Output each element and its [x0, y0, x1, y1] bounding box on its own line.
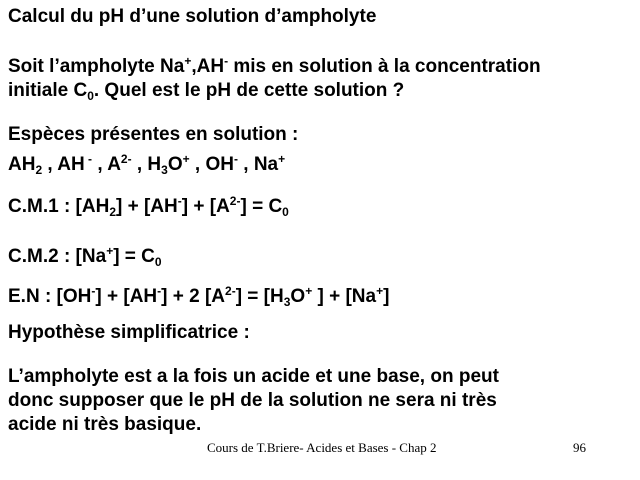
index-subscript: 3 [283, 295, 291, 309]
equation-text: ] [383, 286, 390, 307]
index-subscript: 0 [282, 205, 289, 219]
index-subscript: 0 [154, 255, 162, 269]
equation-text: ] = C [240, 196, 283, 217]
index-subscript: 3 [161, 163, 168, 177]
intro-line-1 [8, 56, 541, 78]
equation-text: C.M.2 : [Na [8, 246, 107, 267]
species-list [8, 154, 285, 176]
equation-text: E.N : [OH [8, 286, 92, 307]
charge-superscript: 2- [229, 194, 241, 208]
charge-superscript: 2- [120, 152, 132, 166]
equation-text: O [290, 286, 306, 307]
cm2-equation [8, 246, 162, 268]
charge-superscript: + [182, 152, 190, 166]
equation-text: ] + [A [181, 196, 230, 217]
hypothesis-heading: Hypothèse simplificatrice : [8, 322, 250, 343]
charge-superscript: - [224, 54, 229, 68]
species-text: , AH [42, 154, 85, 175]
equation-text: C.M.1 : [AH [8, 196, 110, 217]
species-text: , A [92, 154, 121, 175]
charge-superscript: - [177, 194, 182, 208]
conclusion-line: acide ni très basique. [8, 414, 202, 435]
en-equation [8, 286, 389, 308]
charge-superscript: - [233, 152, 238, 166]
equation-text: ] + [AH [95, 286, 158, 307]
equation-text: ] = C [113, 246, 155, 267]
page-number: 96 [573, 440, 586, 455]
index-subscript: 2 [109, 205, 117, 219]
cm1-equation [8, 196, 289, 218]
conclusion-line: L’ampholyte est a la fois un acide et une base, on peut [8, 366, 499, 387]
charge-superscript: 2- [225, 284, 236, 298]
slide-title: Calcul du pH d’une solution d’ampholyte [8, 6, 377, 27]
species-text: O [167, 154, 183, 175]
species-heading: Espèces présentes en solution : [8, 124, 299, 145]
species-text: , H [131, 154, 162, 175]
intro-text: ,AH [191, 56, 225, 77]
species-text: AH [8, 154, 36, 175]
intro-text: Soit l’ampholyte Na [8, 56, 185, 77]
equation-text: ] + [AH [116, 196, 178, 217]
intro-line-2 [8, 80, 404, 102]
charge-superscript: - [84, 152, 93, 166]
charge-superscript: + [376, 284, 384, 298]
conclusion-line: donc supposer que le pH de la solution ne sera ni très [8, 390, 497, 411]
index-subscript: 0 [87, 89, 94, 103]
footer-course: Cours de T.Briere- Acides et Bases - Chap 2 [207, 440, 437, 455]
charge-superscript: + [278, 152, 286, 166]
intro-text: initiale C [8, 80, 88, 101]
index-subscript: 2 [35, 163, 43, 177]
intro-text: . Quel est le pH de cette solution ? [93, 80, 405, 101]
species-text: , OH [189, 154, 234, 175]
charge-superscript: - [157, 284, 162, 298]
charge-superscript: - [91, 284, 96, 298]
charge-superscript: + [106, 244, 114, 258]
charge-superscript: + [305, 284, 313, 298]
species-text: , Na [237, 154, 279, 175]
equation-text: ] = [H [235, 286, 284, 307]
equation-text: ] + 2 [A [161, 286, 226, 307]
intro-text: mis en solution à la concentration [228, 56, 541, 77]
equation-text: ] + [Na [312, 286, 377, 307]
charge-superscript: + [184, 54, 192, 68]
